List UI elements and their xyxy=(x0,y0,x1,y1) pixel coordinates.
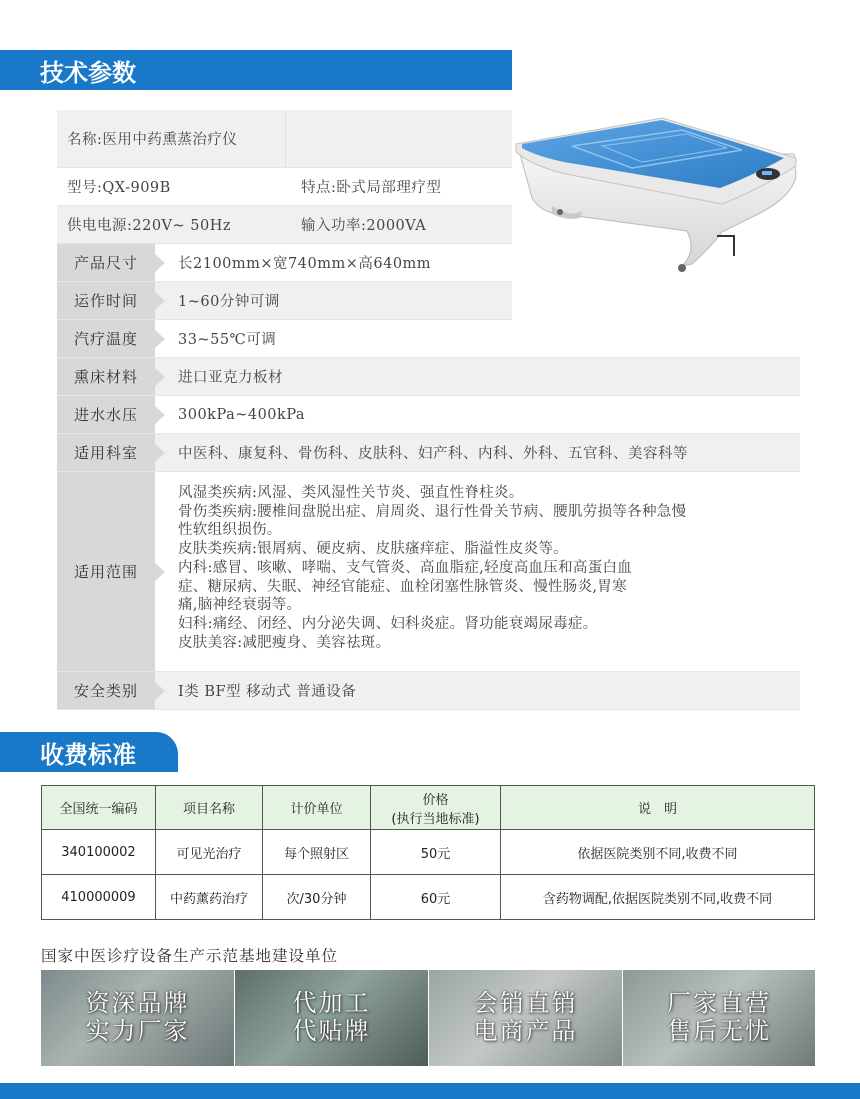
fee-table-header xyxy=(42,786,815,830)
spec-label: 汽疗温度 xyxy=(57,320,155,357)
fee-cell: 60元 xyxy=(371,875,501,920)
indication-line: 妇科:痛经、闭经、内分泌失调、妇科炎症。肾功能衰竭尿毒症。 xyxy=(178,615,598,632)
indication-line: 性软组织损伤。 xyxy=(178,522,282,539)
bottom-bar xyxy=(0,1083,860,1099)
col-price xyxy=(371,786,501,830)
spec-row-size xyxy=(57,244,512,282)
treatment-bed-image xyxy=(512,46,800,318)
banner-text: 厂家直营 xyxy=(667,989,771,1017)
indication-line: 风湿类疾病:风湿、类风湿性关节炎、强直性脊柱炎。 xyxy=(178,485,524,501)
indication-line: 骨伤类疾病:腰椎间盘脱出症、肩周炎、退行性骨关节病、腰肌劳损等各种急慢 xyxy=(178,503,687,520)
banner-text: 代贴牌 xyxy=(292,1017,371,1045)
spec-model: 型号:QX-909B xyxy=(67,180,171,196)
spec-label: 适用范围 xyxy=(57,472,155,671)
fee-section-title: 收费标准 xyxy=(0,732,178,772)
banner-text: 售后无忧 xyxy=(667,1017,771,1045)
spec-value: 中医科、康复科、骨伤科、皮肤科、妇产科、内科、外科、五官科、美容科等 xyxy=(178,446,688,462)
spec-label: 熏床材料 xyxy=(57,358,155,395)
spec-row-material xyxy=(57,358,800,396)
indication-line: 皮肤美容:减肥瘦身、美容祛斑。 xyxy=(178,634,391,651)
banner-oem xyxy=(235,970,428,1066)
col-unit: 计价单位 xyxy=(263,786,371,830)
fee-cell: 可见光治疗 xyxy=(156,830,263,875)
fee-table xyxy=(41,785,815,920)
table-row xyxy=(42,875,815,920)
spec-row-name xyxy=(57,110,512,168)
col-price-line2: (执行当地标准) xyxy=(391,811,480,827)
spec-feature: 特点:卧式局部理疗型 xyxy=(301,180,442,196)
spec-row-model xyxy=(57,168,512,206)
spec-label: 运作时间 xyxy=(57,282,155,319)
fee-cell: 340100002 xyxy=(42,830,156,875)
fee-cell: 50元 xyxy=(371,830,501,875)
spec-value: 1~60分钟可调 xyxy=(178,294,280,310)
spec-row-indications xyxy=(57,472,800,672)
banner-text: 电商产品 xyxy=(473,1017,578,1045)
fee-cell: 中药薰药治疗 xyxy=(156,875,263,920)
col-item: 项目名称 xyxy=(156,786,263,830)
spec-value: 33~55℃可调 xyxy=(178,332,277,348)
spec-label: 适用科室 xyxy=(57,434,155,471)
fee-cell: 含药物调配,依据医院类别不同,收费不同 xyxy=(501,875,815,920)
fee-cell: 次/30分钟 xyxy=(263,875,371,920)
banner-text: 实力厂家 xyxy=(85,1017,190,1045)
banner-text: 会销直销 xyxy=(473,989,578,1017)
spec-row-water-pressure xyxy=(57,396,800,434)
spec-value: 300kPa~400kPa xyxy=(178,406,306,423)
spec-label: 进水水压 xyxy=(57,396,155,433)
spec-row-time xyxy=(57,282,512,320)
spec-label: 产品尺寸 xyxy=(57,244,155,281)
spec-value: I类 BF型 移动式 普通设备 xyxy=(178,684,357,700)
spec-value: 进口亚克力板材 xyxy=(178,370,283,386)
indication-line: 症、糖尿病、失眠、神经官能症、血栓闭塞性脉管炎、慢性肠炎,胃寒 xyxy=(178,578,627,595)
spec-input-power: 输入功率:2000VA xyxy=(301,218,427,234)
product-photo xyxy=(512,46,800,318)
spec-value: 长2100mm×宽740mm×高640mm xyxy=(178,256,432,272)
banner-direct xyxy=(623,970,815,1066)
banner-text: 代加工 xyxy=(292,989,371,1017)
spec-name: 名称:医用中药熏蒸治疗仪 xyxy=(67,132,238,148)
fee-cell: 每个照射区 xyxy=(263,830,371,875)
indications-list xyxy=(178,484,790,652)
banner-brand xyxy=(41,970,234,1066)
spec-label: 安全类别 xyxy=(57,672,155,709)
fee-cell: 410000009 xyxy=(42,875,156,920)
fee-cell: 依据医院类别不同,收费不同 xyxy=(501,830,815,875)
banner-sales xyxy=(429,970,622,1066)
spec-row-departments xyxy=(57,434,800,472)
col-price-line1: 价格 xyxy=(422,792,449,808)
spec-row-safety xyxy=(57,672,800,710)
indication-line: 皮肤类疾病:银屑病、硬皮病、皮肤瘙痒症、脂溢性皮炎等。 xyxy=(178,541,568,558)
col-code: 全国统一编码 xyxy=(42,786,156,830)
spec-row-power xyxy=(57,206,512,244)
spec-row-temperature xyxy=(57,320,800,358)
spec-section-title: 技术参数 xyxy=(0,50,512,90)
table-row xyxy=(42,830,815,875)
spec-power-supply: 供电电源:220V~ 50Hz xyxy=(67,218,232,234)
banner-text: 资深品牌 xyxy=(85,989,190,1017)
indication-line: 痛,脑神经衰弱等。 xyxy=(178,597,302,614)
footer-title: 国家中医诊疗设备生产示范基地建设单位 xyxy=(41,947,339,965)
col-note: 说 明 xyxy=(501,786,815,830)
indication-line: 内科:感冒、咳嗽、哮喘、支气管炎、高血脂症,轻度高血压和高蛋白血 xyxy=(178,559,633,576)
